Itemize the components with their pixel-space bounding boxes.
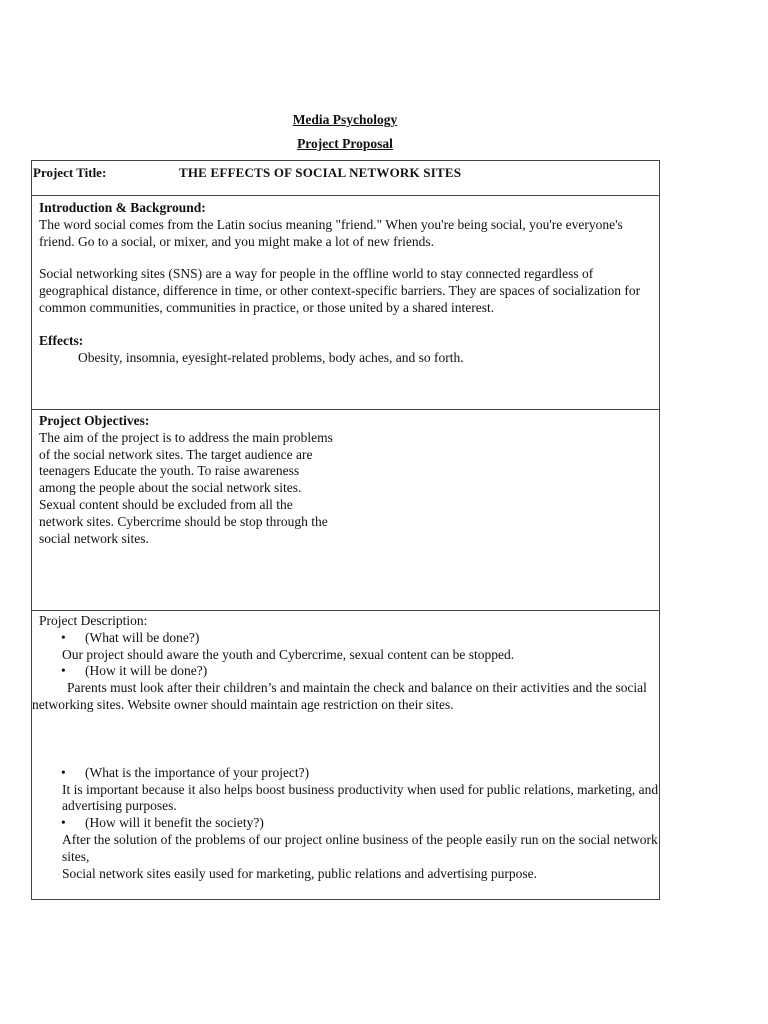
bullet-icon: • <box>61 815 66 831</box>
effects-text: Obesity, insomnia, eyesight-related problems, body aches, and so forth. <box>78 349 464 365</box>
description-heading: Project Description: <box>39 613 148 628</box>
objectives-text: The aim of the project is to address the main problems of the social network sites. The target audience are teenagers Educate the youth. To raise awareness among the people about the social network sites. Sexual content should be excluded from all the network sites. Cybercrime should be stop through the social network sites. <box>39 429 333 546</box>
description-row <box>32 611 660 900</box>
project-title-value: THE EFFECTS OF SOCIAL NETWORK SITES <box>179 165 462 180</box>
title-row <box>32 161 660 196</box>
intro-cell <box>32 196 660 410</box>
intro-paragraph-2: Social networking sites (SNS) are a way for people in the offline world to stay connected regardless of geographical distance, difference in time, or other context-specific barriers. They are spaces of socialization for common communities, communities in practice, or those united by a shared interest. <box>39 266 641 315</box>
document-subtitle: Project Proposal <box>297 136 393 151</box>
bullet-item-1 <box>39 630 659 647</box>
bullet-item-4 <box>39 815 659 832</box>
answer-4b: Social network sites easily used for marketing, public relations and advertising purpose. <box>62 865 538 881</box>
intro-paragraph-1: The word social comes from the Latin socius meaning "friend." When you're being social, you're everyone's friend. Go to a social, or mixer, and you might make a lot of new friends. <box>39 216 623 249</box>
bullet-item-2 <box>39 663 659 680</box>
document-title: Media Psychology <box>292 112 398 127</box>
answer-2: Parents must look after their children’s and maintain the check and balance on their activities and the social networking sites. Website owner should maintain age restriction on their sites. <box>32 680 647 712</box>
bullet-icon: • <box>61 764 66 780</box>
project-title-label: Project Title: <box>33 165 107 180</box>
bullet-question-1: (What will be done?) <box>85 629 200 645</box>
bullet-question-3: (What is the importance of your project?) <box>85 764 310 780</box>
bullet-question-2: (How it will be done?) <box>85 663 208 679</box>
bullet-icon: • <box>61 663 66 679</box>
bullet-question-4: (How will it benefit the society?) <box>85 815 264 831</box>
answer-3: It is important because it also helps boost business productivity when used for public relations, marketing, and advertising purposes. <box>62 781 659 814</box>
bullet-item-3 <box>39 765 659 782</box>
title-cell <box>32 161 660 196</box>
intro-row <box>32 196 660 410</box>
effects-heading: Effects: <box>39 332 84 348</box>
objectives-heading: Project Objectives: <box>39 413 150 428</box>
answer-4a: After the solution of the problems of our project online business of the people easily run on the social network sites, <box>62 831 658 864</box>
proposal-table <box>31 160 660 900</box>
objectives-cell <box>32 410 660 611</box>
intro-heading: Introduction & Background: <box>39 200 206 215</box>
objectives-row <box>32 410 660 611</box>
bullet-icon: • <box>61 629 66 645</box>
description-cell <box>32 611 660 900</box>
answer-1: Our project should aware the youth and Cybercrime, sexual content can be stopped. <box>62 646 515 662</box>
